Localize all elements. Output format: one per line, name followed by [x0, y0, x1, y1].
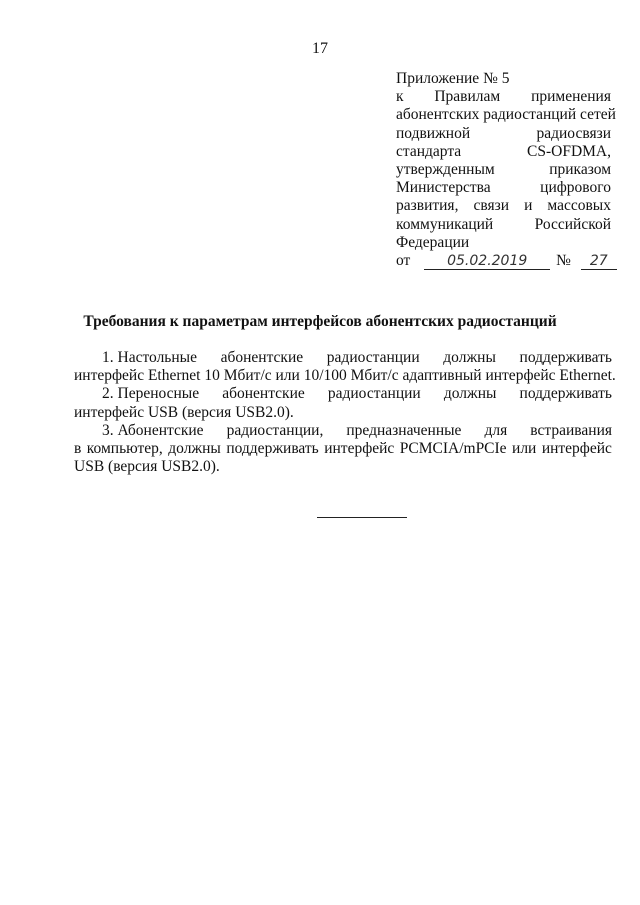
paragraph-line: USB (версия USB2.0). [74, 458, 220, 476]
word: компьютер, [86, 440, 163, 458]
appendix-line [396, 197, 611, 215]
word: интерфейс [324, 440, 395, 458]
document-body [74, 349, 616, 476]
appendix-word: применения [531, 88, 611, 106]
word: абонентские [222, 385, 305, 403]
paragraph-1 [74, 349, 616, 385]
paragraph-line: интерфейс Ethernet 10 Мбит/с или 10/100 Мбит/с адаптивный интерфейс Ethernet. [74, 367, 616, 385]
word: 1. Настольные [102, 349, 197, 366]
appendix-word: утвержденным [396, 161, 495, 179]
paragraph-line [74, 422, 612, 440]
word: радиостанции [327, 385, 421, 403]
separator-line [317, 517, 407, 518]
appendix-word: стандарта [396, 142, 462, 160]
appendix-title: Приложение № 5 [396, 70, 510, 87]
word: PCMCIA/mPCIe [399, 440, 507, 458]
document-title: Требования к параметрам интерфейсов абонентских радиостанций [83, 313, 557, 330]
appendix-line [396, 179, 611, 197]
word: поддерживать [519, 349, 612, 366]
word: предназначенные [346, 421, 462, 439]
paragraph-line [74, 385, 612, 403]
appendix-word: коммуникаций [396, 215, 494, 233]
appendix-line [396, 125, 611, 143]
word: 3. Абонентские [102, 421, 204, 439]
word: интерфейс [541, 440, 612, 458]
appendix-word: к [396, 88, 404, 106]
appendix-line [396, 161, 611, 179]
appendix-line: Федерации [396, 233, 470, 251]
word: должны [168, 440, 221, 458]
appendix-word: Правилам [434, 88, 501, 106]
word: поддерживать [226, 440, 319, 458]
paragraph-line: интерфейс USB (версия USB2.0). [74, 403, 294, 421]
word: встраивания [530, 421, 612, 439]
word: в [74, 440, 82, 458]
appendix-word: радиосвязи [536, 124, 611, 142]
word: или [512, 440, 537, 458]
word: должны [443, 349, 496, 366]
appendix-line: абонентских радиостанций сетей [396, 106, 616, 124]
handwritten-date: 05.02.2019 [424, 253, 550, 270]
word: 2. Переносные [102, 385, 200, 403]
appendix-word: приказом [549, 161, 611, 179]
appendix-word: массовых [547, 197, 611, 215]
appendix-word: подвижной [396, 124, 471, 142]
appendix-line [396, 216, 611, 234]
date-prefix: от [396, 252, 411, 270]
appendix-word: CS-OFDMA, [527, 142, 611, 160]
word: радиостанции, [226, 421, 324, 439]
word: для [484, 421, 508, 439]
word: поддерживать [519, 385, 612, 403]
appendix-word: Министерства [396, 179, 491, 197]
appendix-word: цифрового [540, 179, 611, 197]
appendix-line [396, 88, 611, 106]
paragraph-line [74, 440, 612, 458]
appendix-word: связи [473, 197, 510, 215]
appendix-header [396, 70, 616, 270]
paragraph-3 [74, 422, 612, 477]
number-prefix: № [556, 252, 571, 270]
handwritten-number: 27 [581, 253, 617, 270]
appendix-word: и [524, 197, 533, 215]
appendix-date-number-line [396, 252, 611, 270]
appendix-word: развития, [396, 197, 459, 215]
word: должны [443, 385, 497, 403]
word: абонентские [220, 349, 304, 366]
word: радиостанции [326, 349, 420, 366]
page-number: 17 [312, 40, 328, 57]
appendix-line [396, 143, 611, 161]
appendix-word: Российской [534, 215, 611, 233]
paragraph-line [74, 349, 612, 367]
paragraph-2 [74, 385, 612, 421]
